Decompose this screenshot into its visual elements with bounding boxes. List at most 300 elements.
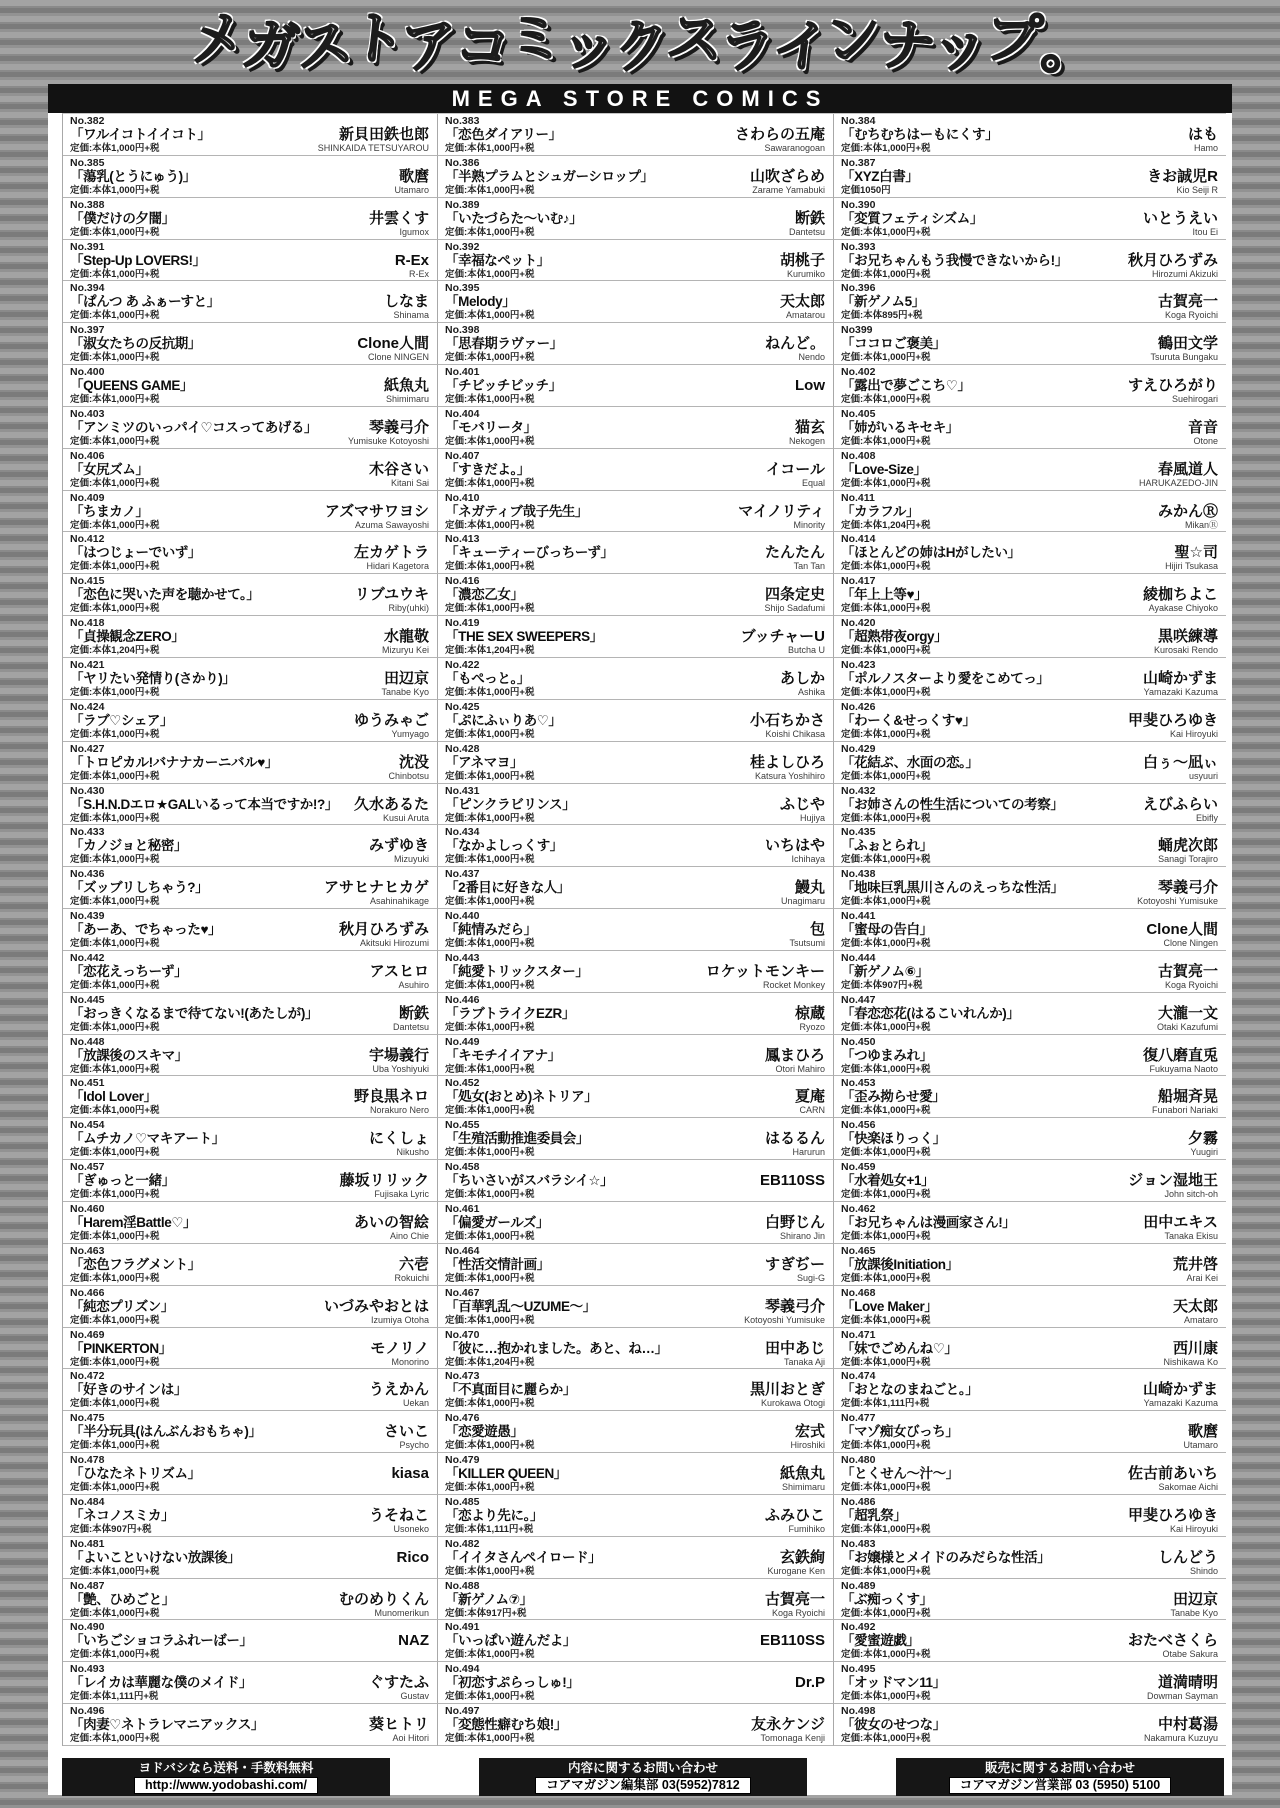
entry-price: 定価:本体1,000円+税 — [445, 1314, 535, 1326]
entry-title: 「半熟プラムとシュガーシロップ」 — [445, 168, 654, 184]
entry-right — [388, 744, 429, 781]
entry-price: 定価:本体1,000円+税 — [70, 1105, 160, 1117]
entry-price: 定価:本体1,000円+税 — [841, 770, 931, 782]
catalog-entry — [438, 784, 834, 826]
entry-title: 「よいこといけない放課後」 — [70, 1549, 241, 1565]
entry-price: 定価:本体907円+税 — [70, 1523, 152, 1535]
entry-number: No.489 — [841, 1579, 876, 1592]
entry-author: 琴義弓介 — [764, 1297, 825, 1315]
entry-author: 黒川おとぎ — [749, 1381, 825, 1399]
entry-title: 「チビッチビッチ」 — [445, 378, 562, 394]
entry-left — [70, 493, 160, 531]
catalog-entry — [438, 532, 834, 574]
entry-number: No.410 — [445, 491, 480, 504]
entry-number: No.496 — [70, 1705, 105, 1718]
catalog-entry — [63, 1620, 438, 1662]
catalog-entry — [63, 240, 438, 282]
entry-author: 荒井啓 — [1172, 1255, 1218, 1273]
entry-title: 「とくせん〜汁〜」 — [841, 1466, 959, 1482]
entry-romaji: Koga Ryoichi — [1164, 310, 1218, 321]
entry-title: 「ぎゅっと一緒」 — [70, 1173, 175, 1189]
entry-author: 中村葛湯 — [1157, 1716, 1218, 1734]
catalog-entry — [438, 1620, 834, 1662]
entry-number: No.473 — [445, 1370, 480, 1383]
entry-romaji: Equal — [801, 477, 825, 488]
entry-romaji: Minority — [793, 519, 825, 530]
entry-right — [1154, 618, 1218, 655]
entry-price: 定価:本体1,000円+税 — [841, 1482, 931, 1494]
entry-title: 「蜜母の告白」 — [841, 922, 933, 938]
entry-title: 「恋色フラグメント」 — [70, 1256, 201, 1272]
entry-romaji: Ashika — [797, 686, 825, 697]
entry-romaji: Shijo Sadafumi — [764, 603, 825, 614]
catalog-entry — [438, 1244, 834, 1286]
entry-left — [70, 409, 317, 447]
entry-romaji: Kurosaki Rendo — [1153, 645, 1218, 656]
catalog-entry — [834, 365, 1226, 407]
entry-number: No.395 — [445, 282, 480, 295]
entry-left — [70, 1204, 196, 1242]
entry-romaji: Nendo — [798, 352, 825, 363]
entry-romaji: Ebifly — [1195, 812, 1218, 823]
entry-author: 蛹虎次郎 — [1157, 837, 1218, 855]
entry-author: ふじや — [779, 795, 825, 813]
entry-price: 定価:本体1,000円+税 — [841, 1272, 931, 1284]
entry-price: 定価:本体1,000円+税 — [445, 770, 535, 782]
entry-number: No.452 — [445, 1077, 480, 1090]
entry-left — [841, 493, 931, 531]
entry-author: R-Ex — [394, 251, 429, 269]
entry-number: No.468 — [841, 1286, 876, 1299]
entry-number: No.486 — [841, 1495, 876, 1508]
entry-right — [1143, 200, 1218, 237]
entry-number: No.490 — [70, 1621, 105, 1634]
entry-right — [765, 827, 825, 864]
entry-author: 西川康 — [1172, 1339, 1218, 1357]
footer-yodobashi-url[interactable]: http://www.yodobashi.com/ — [134, 1777, 318, 1794]
entry-price: 定価:本体1,000円+税 — [70, 1230, 160, 1242]
entry-title: 「不真面目に麗らか」 — [445, 1382, 576, 1398]
entry-romaji: Sakomae Aichi — [1158, 1482, 1218, 1493]
catalog-entry — [63, 1453, 438, 1495]
entry-price: 定価:本体1,000円+税 — [445, 268, 535, 280]
entry-left — [70, 242, 206, 280]
entry-left — [70, 576, 259, 614]
entry-left — [445, 786, 575, 824]
catalog-entry — [834, 616, 1226, 658]
catalog-entry — [834, 1286, 1226, 1328]
entry-number: No.421 — [70, 658, 105, 671]
catalog-entry — [63, 1160, 438, 1202]
entry-number: No.440 — [445, 910, 480, 923]
entry-right — [765, 1330, 825, 1367]
entry-right — [1128, 1162, 1218, 1199]
entry-left — [445, 1246, 550, 1284]
entry-price: 定価:本体1,000円+税 — [841, 394, 931, 406]
entry-price: 定価:本体1,000円+税 — [445, 394, 535, 406]
entry-number: No.482 — [445, 1537, 480, 1550]
entry-romaji: Azuma Sawayoshi — [354, 519, 429, 530]
catalog-entry — [438, 1118, 834, 1160]
entry-right — [1170, 1581, 1218, 1618]
entry-number: No.411 — [841, 491, 875, 504]
entry-price: 定価:本体1,000円+税 — [841, 352, 931, 364]
entry-left — [841, 1120, 946, 1158]
entry-title: 「つゆまみれ」 — [841, 1047, 933, 1063]
catalog-entry — [834, 532, 1226, 574]
catalog-entry — [63, 993, 438, 1035]
entry-number: No.476 — [445, 1412, 480, 1425]
entry-number: No.444 — [841, 951, 876, 964]
catalog-entry — [63, 1579, 438, 1621]
entry-author: 天太郎 — [1172, 1297, 1218, 1315]
catalog-entry — [834, 658, 1226, 700]
entry-right — [1128, 1497, 1218, 1534]
entry-right — [1163, 1330, 1218, 1367]
entry-romaji: Shirano Jin — [779, 1230, 825, 1241]
entry-title: 「すきだよ。」 — [445, 461, 530, 477]
entry-author: EB110SS — [759, 1172, 825, 1190]
entry-romaji: Kai Hiroyuki — [1169, 1523, 1218, 1534]
catalog-entry — [63, 407, 438, 449]
entry-price: 定価:本体1,000円+税 — [445, 184, 535, 196]
entry-number: No.387 — [841, 156, 876, 169]
entry-romaji: Tsuruta Bungaku — [1150, 352, 1218, 363]
entry-right — [398, 1622, 429, 1649]
entry-left — [841, 744, 979, 782]
entry-left — [70, 1037, 188, 1075]
entry-number: No.484 — [70, 1495, 105, 1508]
entry-price: 定価:本体1,000円+税 — [841, 1565, 931, 1577]
entry-title: 「ラブトライクEZR」 — [445, 1005, 575, 1021]
entry-price: 定価:本体1,000円+税 — [445, 1147, 535, 1159]
entry-title: 「歪み拗らせ愛」 — [841, 1089, 946, 1105]
entry-left — [841, 1371, 978, 1409]
entry-author: 猫玄 — [794, 418, 825, 436]
entry-right — [1137, 869, 1218, 906]
entry-title: 「艶、ひめごと」 — [70, 1591, 175, 1607]
catalog-entry — [834, 784, 1226, 826]
entry-right — [1158, 827, 1218, 864]
entry-right — [1173, 1246, 1218, 1283]
entry-title: 「肉妻♡ネトラレマニアックス」 — [70, 1717, 265, 1733]
entry-number: No.453 — [841, 1077, 876, 1090]
entry-number: No.493 — [70, 1663, 105, 1676]
entry-title: 「もぺっと。」 — [445, 670, 530, 686]
entry-price: 定価:本体1,000円+税 — [445, 812, 535, 824]
catalog-entry — [63, 1244, 438, 1286]
entry-author: Rico — [396, 1548, 429, 1566]
entry-right — [369, 827, 429, 864]
entry-number: No.382 — [70, 115, 105, 127]
entry-author: 歌麿 — [1187, 1423, 1218, 1441]
entry-romaji: Asuhiro — [398, 979, 429, 990]
entry-price: 定価:本体1,000円+税 — [841, 143, 931, 154]
entry-price: 定価:本体1,000円+税 — [70, 938, 160, 950]
entry-right — [1143, 1204, 1218, 1241]
entry-left — [70, 367, 193, 405]
entry-title: 「お兄ちゃんもう我慢できないから!」 — [841, 252, 1068, 268]
entry-price: 定価:本体1,204円+税 — [445, 1356, 535, 1368]
entry-left — [70, 1455, 201, 1493]
entry-price: 定価:本体1,000円+税 — [70, 184, 160, 196]
entry-right — [1143, 1371, 1218, 1408]
catalog-entry — [438, 281, 834, 323]
entry-title: 「恋花えっちーず」 — [70, 963, 188, 979]
entry-number: No.459 — [841, 1161, 876, 1174]
entry-left — [70, 1706, 264, 1744]
entry-left — [70, 1622, 253, 1660]
entry-author: 友永ケンジ — [751, 1716, 825, 1734]
entry-number: No.451 — [70, 1077, 105, 1090]
entry-left — [445, 1413, 535, 1451]
entry-left — [70, 1539, 240, 1577]
entry-author: 音音 — [1187, 418, 1218, 436]
entry-right — [354, 1078, 429, 1115]
entry-romaji: Fukuyama Naoto — [1149, 1063, 1218, 1074]
entry-price: 定価:本体1,000円+税 — [70, 770, 160, 782]
entry-title: 「Idol Lover」 — [70, 1089, 157, 1105]
entry-right — [1152, 1078, 1218, 1115]
entry-author: 綾枷ちよこ — [1142, 586, 1218, 604]
entry-romaji: Tanaka Aji — [783, 1356, 825, 1367]
entry-romaji: Mizuryu Kei — [381, 645, 429, 656]
entry-right — [369, 1706, 429, 1743]
entry-left — [445, 660, 535, 698]
entry-left — [70, 1162, 175, 1200]
entry-price: 定価:本体1,000円+税 — [445, 1189, 535, 1201]
entry-romaji: Hidari Kagetora — [366, 561, 429, 572]
entry-price: 定価:本体1,000円+税 — [841, 812, 931, 824]
entry-price: 定価:本体1,000円+税 — [445, 561, 535, 573]
entry-left — [445, 1664, 579, 1702]
entry-left — [841, 618, 947, 656]
entry-number: No.480 — [841, 1454, 876, 1467]
entry-author: みかんⓇ — [1157, 502, 1218, 520]
entry-right — [1157, 995, 1218, 1032]
entry-right — [354, 702, 429, 739]
entry-author: 白ぅ〜凪ぃ — [1142, 753, 1218, 771]
entry-right — [795, 367, 825, 394]
entry-right — [1158, 283, 1218, 320]
entry-author: 聖☆司 — [1174, 544, 1218, 562]
entry-author: アサヒナヒカゲ — [323, 879, 429, 897]
entry-title: 「モバリータ」 — [445, 419, 537, 435]
entry-number: No.404 — [445, 407, 480, 420]
entry-romaji: Izumiya Otoha — [370, 1314, 429, 1325]
entry-right — [741, 618, 825, 655]
entry-price: 定価:本体1,111円+税 — [841, 1398, 930, 1410]
entry-right — [765, 325, 825, 362]
catalog-entry — [63, 867, 438, 909]
entry-price: 定価:本体1,000円+税 — [841, 1021, 931, 1033]
entry-number: No.455 — [445, 1119, 480, 1132]
entry-price: 定価:本体1,204円+税 — [70, 645, 160, 657]
entry-romaji: Asahinahikage — [369, 896, 429, 907]
entry-title: 「ラブ♡シェア」 — [70, 712, 174, 728]
footer-box-yodobashi — [62, 1758, 390, 1796]
entry-author: ロケットモンキー — [705, 962, 825, 980]
catalog-entry — [438, 1286, 834, 1328]
entry-left — [841, 1078, 945, 1116]
entry-author: 田辺京 — [383, 669, 429, 687]
entry-romaji: Hiroshiki — [790, 1440, 825, 1451]
catalog-entry — [834, 1369, 1226, 1411]
entry-right — [369, 1664, 429, 1701]
entry-romaji: Funabori Nariaki — [1151, 1105, 1218, 1116]
entry-left — [70, 744, 278, 782]
entry-romaji: Yuugiri — [1190, 1147, 1218, 1158]
entry-left — [70, 702, 173, 740]
catalog-entry — [63, 909, 438, 951]
entry-left — [70, 786, 338, 824]
entry-number: No.469 — [70, 1328, 105, 1341]
entry-title: 「幸福なペット」 — [445, 252, 550, 268]
entry-left — [841, 1330, 958, 1368]
entry-left — [841, 1706, 946, 1744]
entry-number: No.384 — [841, 115, 876, 127]
catalog-entry — [438, 993, 834, 1035]
entry-left — [841, 1037, 933, 1075]
entry-price: 定価:本体1,000円+税 — [70, 1649, 160, 1661]
entry-price: 定価:本体1,000円+税 — [70, 1482, 160, 1494]
entry-title: 「はつじょーでいず」 — [70, 545, 201, 561]
entry-author: 鳳まひろ — [764, 1046, 825, 1064]
catalog-entry — [438, 1076, 834, 1118]
entry-number: No.485 — [445, 1495, 480, 1508]
entry-title: 「新ゲノム⑥」 — [841, 963, 929, 979]
entry-right — [795, 995, 825, 1032]
entry-title: 「カノジョと秘密」 — [70, 838, 188, 854]
entry-title: 「花結ぶ、水面の恋。」 — [841, 754, 979, 770]
entry-price: 定価:本体1,000円+税 — [841, 435, 931, 447]
entry-number: No.474 — [841, 1370, 876, 1383]
entry-romaji: Aino Chie — [389, 1230, 429, 1241]
entry-author: ふみひこ — [764, 1506, 825, 1524]
entry-title: 「恋色ダイアリー」 — [445, 127, 562, 142]
entry-right — [1147, 1664, 1218, 1701]
entry-romaji: Otabe Sakura — [1162, 1649, 1218, 1660]
entry-right — [1143, 1037, 1218, 1074]
entry-left — [445, 1204, 549, 1242]
entry-right — [1128, 242, 1218, 279]
entry-author: 田中エキス — [1143, 1213, 1218, 1231]
entry-left — [445, 1037, 561, 1075]
entry-number: No.428 — [445, 742, 480, 755]
catalog-entry — [438, 1328, 834, 1370]
entry-author: 山崎かずま — [1142, 1381, 1218, 1399]
entry-author: 桂よしひろ — [749, 753, 825, 771]
entry-number: No.462 — [841, 1202, 876, 1215]
entry-author: 紙魚丸 — [779, 1465, 825, 1483]
entry-left — [70, 869, 208, 907]
entry-romaji: Akitsuki Hirozumi — [359, 938, 429, 949]
entry-price: 定価:本体1,000円+税 — [841, 1356, 931, 1368]
entry-author: 左カゲトラ — [353, 544, 429, 562]
entry-title: 「ココロご褒美」 — [841, 336, 946, 352]
entry-romaji: Arai Kei — [1186, 1272, 1218, 1283]
footer-sales-label: 販売に関するお問い合わせ — [984, 1760, 1135, 1775]
catalog-grid — [62, 113, 1226, 1746]
entry-author: しなま — [383, 293, 429, 311]
entry-price: 定価:本体1,000円+税 — [70, 896, 160, 908]
entry-number: No.412 — [70, 533, 105, 546]
entry-title: 「初恋すぷらっしゅ!」 — [445, 1675, 580, 1691]
entry-price: 定価:本体1,000円+税 — [70, 1021, 160, 1033]
entry-left — [841, 1246, 959, 1284]
catalog-entry — [63, 616, 438, 658]
catalog-entry — [63, 1076, 438, 1118]
entry-author: 木谷さい — [368, 460, 429, 478]
entry-number: No.483 — [841, 1537, 876, 1550]
entry-left — [841, 1455, 959, 1493]
entry-price: 定価:本体1,000円+税 — [70, 1356, 160, 1368]
entry-title: 「Melody」 — [445, 294, 516, 310]
entry-price: 定価:本体1,000円+税 — [445, 686, 535, 698]
entry-author: 小石ちかさ — [749, 711, 825, 729]
entry-title: 「ピンクラビリンス」 — [445, 796, 576, 812]
entry-title: 「純恋プリズン」 — [70, 1298, 174, 1314]
entry-right — [396, 1539, 429, 1566]
entry-number: No.400 — [70, 366, 105, 379]
entry-right — [1139, 451, 1218, 488]
entry-left — [445, 702, 562, 740]
catalog-entry — [438, 616, 834, 658]
entry-title: 「好きのサインは」 — [70, 1382, 187, 1398]
entry-author: 山吹ざらめ — [749, 167, 825, 185]
entry-right — [765, 534, 825, 571]
entry-right — [339, 911, 429, 948]
entry-left — [445, 911, 537, 949]
entry-number: No.445 — [70, 993, 105, 1006]
entry-number: No.466 — [70, 1286, 105, 1299]
catalog-entry — [438, 742, 834, 784]
entry-author: はも — [1187, 126, 1218, 143]
entry-title: 「イイタさんペイロード」 — [445, 1549, 602, 1565]
entry-price: 定価:本体1,000円+税 — [841, 561, 931, 573]
entry-price: 定価:本体1,000円+税 — [445, 1649, 535, 1661]
entry-left — [445, 576, 535, 614]
entry-left — [445, 953, 588, 991]
entry-left — [841, 911, 933, 949]
entry-price: 定価:本体1,000円+税 — [841, 226, 931, 238]
entry-author: リブユウキ — [354, 586, 429, 604]
entry-number: No.422 — [445, 658, 480, 671]
entry-title: 「妹でごめんね♡」 — [841, 1340, 958, 1356]
entry-author: さわらの五庵 — [734, 126, 825, 143]
entry-price: 定価:本体1,000円+税 — [445, 979, 535, 991]
entry-romaji: Kotoyoshi Yumisuke — [1137, 896, 1218, 907]
entry-author: 玄鉄絢 — [779, 1548, 825, 1566]
entry-romaji: Monorino — [391, 1356, 429, 1367]
entry-title: 「アンミツのいっパイ♡コスってあげる」 — [70, 419, 318, 435]
entry-right — [795, 1078, 825, 1115]
entry-right — [750, 1371, 825, 1408]
entry-left — [445, 1288, 596, 1326]
entry-title: 「カラフル」 — [841, 503, 920, 519]
entry-left — [70, 953, 187, 991]
entry-right — [1165, 534, 1218, 571]
entry-left — [70, 1288, 174, 1326]
entry-left — [841, 325, 946, 363]
entry-number: No.407 — [445, 449, 480, 462]
entry-price: 定価:本体1,000円+税 — [445, 352, 535, 364]
entry-romaji: Otaki Kazufumi — [1156, 1021, 1218, 1032]
catalog-entry — [438, 198, 834, 240]
entry-title: 「おとなのまねごと。」 — [841, 1382, 979, 1398]
entry-title: 「Step-Up LOVERS!」 — [70, 252, 206, 268]
entry-price: 定価:本体1,000円+税 — [445, 1398, 535, 1410]
